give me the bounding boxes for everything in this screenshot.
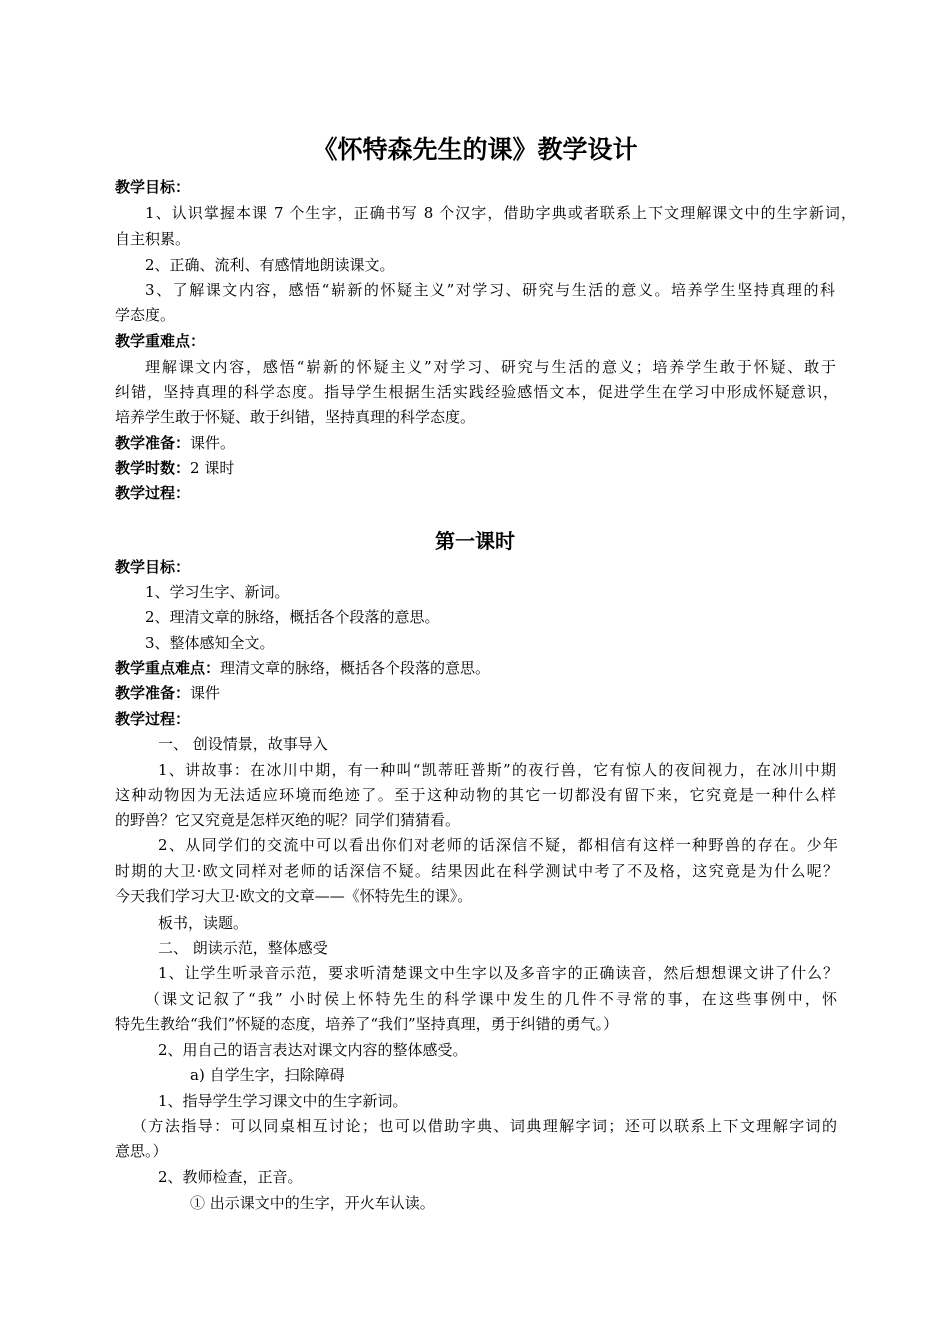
paragraph-line: 时期的大卫·欧文同样对老师的话深信不疑。结果因此在科学测试中考了不及格，这究竟是为什么呢？ (115, 862, 838, 880)
paragraph-line: 纠错，坚持真理的科学态度。指导学生根据生活实践经验感悟文本，促进学生在学习中形成怀疑意识， (115, 383, 838, 401)
info-line: 教学时数：2 课时 (115, 459, 235, 477)
paragraph-line: （方法指导：可以同桌相互讨论；也可以借助字典、词典理解字词；还可以联系上下文理解字词的 (132, 1117, 837, 1135)
paragraph-line: 1、指导学生学习课文中的生字新词。 (158, 1092, 408, 1110)
document-title: 《怀特森先生的课》教学设计 (312, 135, 638, 164)
info-line: 教学准备：课件 (115, 684, 221, 702)
paragraph-line: ① 出示课文中的生字，开火车认读。 (190, 1194, 435, 1212)
paragraph-line: 3、了解课文内容，感悟“崭新的怀疑主义”对学习、研究与生活的意义。培养学生坚持真理的科 (145, 281, 835, 299)
paragraph-line: 2、从同学们的交流中可以看出你们对老师的话深信不疑，都相信有这样一种野兽的存在。少年 (158, 836, 838, 854)
paragraph-line: 学态度。 (115, 306, 176, 324)
paragraph-line: 2、教师检查，正音。 (158, 1168, 303, 1186)
info-line: 教学准备：课件。 (115, 434, 236, 452)
step-heading: 二、 朗读示范，整体感受 (158, 939, 328, 957)
paragraph-line: 2、正确、流利、有感情地朗读课文。 (145, 256, 395, 274)
paragraph-line: 1、学习生字、新词。 (145, 583, 290, 601)
paragraph-line: 1、让学生听录音示范，要求听清楚课文中生字以及多音字的正确读音，然后想想课文讲了什么？ (158, 964, 838, 982)
paragraph-line: 今天我们学习大卫·欧文的文章——《怀特先生的课》。 (115, 887, 473, 905)
paragraph-line: 理解课文内容，感悟“崭新的怀疑主义”对学习、研究与生活的意义；培养学生敢于怀疑、敢于 (145, 358, 836, 376)
info-line: 教学重点难点：理清文章的脉络，概括各个段落的意思。 (115, 659, 491, 677)
paragraph-line: 特先生教给“我们”怀疑的态度，培养了“我们”坚持真理，勇于纠错的勇气。） (115, 1015, 619, 1033)
paragraph-line: 2、理清文章的脉络，概括各个段落的意思。 (145, 608, 440, 626)
paragraph-line: 自主积累。 (115, 230, 191, 248)
paragraph-line: 2、用自己的语言表达对课文内容的整体感受。 (158, 1041, 468, 1059)
paragraph-line: 3、整体感知全文。 (145, 634, 275, 652)
step-heading: 一、 创设情景，故事导入 (158, 735, 328, 753)
section-heading: 教学目标： (115, 558, 191, 576)
paragraph-line: 这种动物因为无法适应环境而绝迹了。至于这种动物的其它一切都没有留下来，它究竟是一种什么样 (115, 786, 836, 804)
lesson-one-title: 第一课时 (435, 529, 515, 553)
paragraph-line: 的野兽？它又究竟是怎样灭绝的呢？同学们猜猜看。 (115, 811, 461, 829)
paragraph-line: 培养学生敢于怀疑、敢于纠错，坚持真理的科学态度。 (115, 408, 476, 426)
section-heading: 教学重难点： (115, 332, 206, 350)
paragraph-line: 意思。） (115, 1142, 168, 1160)
paragraph-line: 1、讲故事：在冰川中期，有一种叫“凯蒂旺普斯”的夜行兽，它有惊人的夜间视力，在冰川中期 (158, 761, 836, 779)
section-heading: 教学过程： (115, 710, 191, 728)
section-heading: 教学目标： (115, 178, 191, 196)
step-heading: a) 自学生字，扫除障碍 (190, 1066, 345, 1084)
paragraph-line: （课文记叙了“我” 小时侯上怀特先生的科学课中发生的几件不寻常的事，在这些事例中，怀 (145, 990, 837, 1008)
paragraph-line: 板书，读题。 (158, 914, 249, 932)
paragraph-line: 1、认识掌握本课 7 个生字，正确书写 8 个汉字，借助字典或者联系上下文理解课文中的生字新词， (145, 204, 856, 222)
section-heading: 教学过程： (115, 484, 191, 502)
